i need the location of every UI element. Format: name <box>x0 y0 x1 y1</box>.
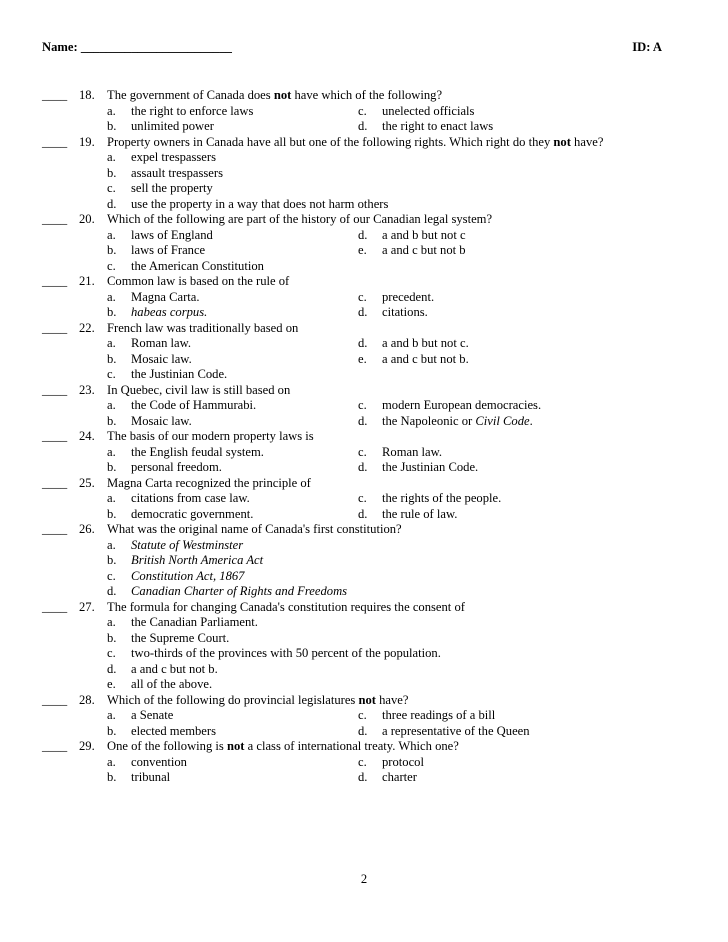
question-20 <box>42 212 682 274</box>
option-letter: d. <box>358 770 368 784</box>
option-letter: b. <box>107 165 117 180</box>
option-letter: d. <box>358 305 368 319</box>
question-27 <box>42 600 682 693</box>
text-segment: Property owners in Canada have all but one of the following rights. Which right do they <box>107 134 554 149</box>
text-segment: convention <box>131 754 187 769</box>
text-segment: protocol <box>382 754 424 769</box>
question-stem <box>107 274 289 290</box>
option-row <box>42 615 682 631</box>
option-letter: c. <box>107 568 116 583</box>
option-letter: a. <box>107 491 116 505</box>
option-row <box>42 445 682 461</box>
text-segment: The formula for changing Canada's constitution requires the consent of <box>107 599 465 614</box>
text-segment: a Senate <box>131 708 174 722</box>
option-letter: d. <box>358 119 368 133</box>
option-text <box>382 398 541 414</box>
text-segment: the Canadian Parliament. <box>131 615 258 629</box>
text-segment: Statute of Westminster <box>131 537 244 552</box>
option-letter: b. <box>107 723 117 738</box>
option-text <box>131 414 192 430</box>
option-letter: c. <box>358 398 367 412</box>
answer-blank[interactable]: ____ <box>42 274 68 288</box>
option-letter: c. <box>107 367 116 381</box>
option-letter: c. <box>107 646 116 660</box>
question-number: 24. <box>79 429 95 443</box>
option-text <box>131 615 258 631</box>
text-segment: the rule of law. <box>382 506 458 521</box>
text-segment: expel trespassers <box>131 150 216 164</box>
option-letter: c. <box>358 708 367 722</box>
text-segment: Roman law. <box>131 336 192 350</box>
option-row <box>42 414 682 430</box>
option-letter: a. <box>107 150 116 164</box>
answer-blank[interactable]: ____ <box>42 429 68 443</box>
text-segment: a and c but not b. <box>131 661 218 676</box>
option-text <box>382 104 474 120</box>
text-segment: the Supreme Court. <box>131 630 230 645</box>
option-letter: a. <box>107 103 116 118</box>
option-row <box>42 538 682 554</box>
option-row <box>42 755 682 771</box>
text-segment: the Justinian Code. <box>131 367 228 381</box>
option-row <box>42 491 682 507</box>
option-text <box>382 460 478 476</box>
text-segment: sell the property <box>131 181 213 195</box>
text-segment: the right to enforce laws <box>131 103 254 118</box>
text-segment: Magna Carta. <box>131 289 200 304</box>
question-stem <box>107 88 442 104</box>
option-row <box>42 770 682 786</box>
question-number: 26. <box>79 522 95 536</box>
option-letter: c. <box>358 491 367 505</box>
option-text <box>382 290 434 306</box>
option-row <box>42 646 682 662</box>
option-letter: a. <box>107 289 116 304</box>
option-text <box>131 352 192 368</box>
option-row <box>42 662 682 678</box>
option-letter: b. <box>107 506 117 521</box>
text-segment: the rights of the people. <box>382 491 502 505</box>
option-text <box>131 305 207 321</box>
option-letter: d. <box>107 196 117 211</box>
question-stem-line <box>42 383 682 399</box>
question-stem-line <box>42 693 682 709</box>
option-text <box>382 491 501 507</box>
option-letter: a. <box>107 754 116 769</box>
text-segment: a representative of the Queen <box>382 723 530 738</box>
option-text <box>131 445 264 461</box>
question-number: 22. <box>79 320 95 335</box>
question-stem-line <box>42 88 682 104</box>
question-stem <box>107 476 311 492</box>
answer-blank[interactable]: ____ <box>42 599 68 614</box>
text-segment: Common law is based on the rule of <box>107 274 290 288</box>
question-list <box>42 88 682 786</box>
text-segment: British North America Act <box>131 553 264 567</box>
option-text <box>382 352 469 368</box>
option-text <box>131 243 205 259</box>
option-letter: e. <box>358 243 367 257</box>
question-number: 19. <box>79 134 95 149</box>
text-segment: the English feudal system. <box>131 444 264 459</box>
option-letter: a. <box>107 444 116 459</box>
answer-blank[interactable]: ____ <box>42 212 68 226</box>
question-stem <box>107 212 492 228</box>
option-row <box>42 507 682 523</box>
id-label: ID: A <box>632 40 662 54</box>
question-stem-line <box>42 600 682 616</box>
text-segment: citations. <box>382 305 428 319</box>
text-segment: The basis of our modern property laws is <box>107 429 314 443</box>
text-segment: the Justinian Code. <box>382 460 479 474</box>
text-segment: tribunal <box>131 770 171 784</box>
option-letter: d. <box>358 227 368 242</box>
option-text <box>131 336 191 352</box>
text-segment: The government of Canada does <box>107 88 274 102</box>
option-text <box>131 460 222 476</box>
question-21 <box>42 274 682 321</box>
answer-blank[interactable]: ____ <box>42 475 68 490</box>
option-text <box>382 507 457 523</box>
question-19 <box>42 135 682 213</box>
page-number: 2 <box>360 872 368 886</box>
option-letter: d. <box>107 661 117 676</box>
text-segment: Which of the following do provincial legislatures <box>107 692 359 707</box>
option-letter: b. <box>107 243 117 257</box>
text-segment: the Code of Hammurabi. <box>131 398 257 412</box>
text-segment: One of the following is <box>107 739 227 753</box>
question-stem-line <box>42 522 682 538</box>
text-segment: a and b but not c. <box>382 336 469 350</box>
option-letter: b. <box>107 460 117 474</box>
question-stem <box>107 383 290 399</box>
option-text <box>131 507 253 523</box>
question-stem <box>107 693 408 709</box>
text-segment: not <box>226 739 245 753</box>
text-segment: Mosaic law. <box>131 413 192 428</box>
text-segment: Canadian Charter of Rights and Freedoms <box>131 584 348 598</box>
question-stem-line <box>42 321 682 337</box>
text-segment: the Napoleonic or <box>382 413 476 428</box>
option-text <box>131 631 229 647</box>
text-segment: Roman law. <box>382 444 443 459</box>
question-29 <box>42 739 682 786</box>
option-letter: e. <box>358 351 367 366</box>
option-letter: b. <box>107 553 117 567</box>
text-segment: unelected officials <box>382 103 475 118</box>
option-text <box>131 553 263 569</box>
text-segment: three readings of a bill <box>382 708 496 722</box>
option-text <box>131 724 216 740</box>
option-text <box>131 228 213 244</box>
option-letter: a. <box>107 615 116 629</box>
text-segment: have which of the following? <box>291 88 443 102</box>
option-row <box>42 336 682 352</box>
answer-blank[interactable]: ____ <box>42 134 68 149</box>
option-text <box>131 259 264 275</box>
text-segment: laws of England <box>131 227 213 242</box>
option-row <box>42 708 682 724</box>
text-segment: laws of France <box>131 243 206 257</box>
answer-blank[interactable]: ____ <box>42 522 68 536</box>
answer-blank[interactable]: ____ <box>42 320 68 335</box>
option-letter: c. <box>358 103 367 118</box>
text-segment: . <box>529 413 533 428</box>
text-segment: What was the original name of Canada's first constitution? <box>107 522 402 536</box>
answer-blank[interactable]: ____ <box>42 382 68 397</box>
question-stem-line <box>42 429 682 445</box>
text-segment: not <box>358 692 376 707</box>
question-number: 25. <box>79 475 95 490</box>
option-text <box>131 755 187 771</box>
option-letter: e. <box>107 677 116 691</box>
option-text <box>131 770 170 786</box>
question-24 <box>42 429 682 476</box>
option-row <box>42 197 682 213</box>
text-segment: habeas corpus. <box>131 305 208 319</box>
answer-blank[interactable]: ____ <box>42 739 68 753</box>
option-letter: d. <box>358 460 368 474</box>
text-segment: democratic government. <box>131 506 254 521</box>
text-segment: In Quebec, civil law is still based on <box>107 382 291 397</box>
option-text <box>131 662 218 678</box>
option-row <box>42 677 682 693</box>
question-22 <box>42 321 682 383</box>
option-letter: c. <box>107 258 116 273</box>
option-letter: d. <box>107 584 117 598</box>
option-letter: a. <box>107 537 116 552</box>
option-row <box>42 228 682 244</box>
text-segment: a class of international treaty. Which one? <box>244 739 459 753</box>
option-row <box>42 569 682 585</box>
question-18 <box>42 88 682 135</box>
option-text <box>382 414 533 430</box>
option-letter: c. <box>358 754 367 769</box>
question-number: 27. <box>79 599 95 614</box>
option-text <box>382 243 466 259</box>
option-text <box>382 708 495 724</box>
question-number: 29. <box>79 739 95 753</box>
option-row <box>42 150 682 166</box>
option-text <box>131 491 250 507</box>
option-letter: c. <box>358 444 367 459</box>
question-number: 20. <box>79 212 95 226</box>
option-text <box>131 677 212 693</box>
option-row <box>42 305 682 321</box>
option-text <box>382 119 493 135</box>
question-23 <box>42 383 682 430</box>
text-segment: not <box>553 134 571 149</box>
question-stem <box>107 321 298 337</box>
text-segment: modern European democracies. <box>382 398 542 412</box>
option-text <box>131 181 213 197</box>
text-segment: a and b but not c <box>382 227 466 242</box>
question-stem-line <box>42 135 682 151</box>
answer-blank[interactable]: ____ <box>42 692 68 707</box>
option-text <box>382 770 417 786</box>
option-row <box>42 104 682 120</box>
text-segment: personal freedom. <box>131 460 222 474</box>
option-letter: b. <box>107 305 117 319</box>
option-letter: c. <box>107 181 116 195</box>
question-stem <box>107 600 465 616</box>
question-stem <box>107 429 314 445</box>
option-row <box>42 352 682 368</box>
text-segment: all of the above. <box>131 677 213 691</box>
text-segment: precedent. <box>382 289 435 304</box>
text-segment: use the property in a way that does not harm others <box>131 196 389 211</box>
option-text <box>131 584 347 600</box>
text-segment: the right to enact laws <box>382 119 494 133</box>
option-text <box>382 445 442 461</box>
option-letter: b. <box>107 413 117 428</box>
text-segment: citations from case law. <box>131 491 250 505</box>
option-letter: d. <box>358 723 368 738</box>
page-header <box>42 40 662 58</box>
option-letter: a. <box>107 398 116 412</box>
option-text <box>131 708 173 724</box>
option-text <box>131 197 388 213</box>
option-text <box>131 104 253 120</box>
option-letter: b. <box>107 119 117 133</box>
question-stem-line <box>42 274 682 290</box>
question-stem-line <box>42 476 682 492</box>
text-segment: the American Constitution <box>131 258 264 273</box>
question-26 <box>42 522 682 600</box>
question-stem-line <box>42 739 682 755</box>
option-text <box>131 398 256 414</box>
question-number: 28. <box>79 692 95 707</box>
question-number: 21. <box>79 274 95 288</box>
option-text <box>131 150 216 166</box>
question-stem <box>107 135 603 151</box>
text-segment: Magna Carta recognized the principle of <box>107 475 311 490</box>
option-text <box>131 646 441 662</box>
option-text <box>382 336 469 352</box>
option-row <box>42 553 682 569</box>
option-text <box>382 305 428 321</box>
option-row <box>42 243 682 259</box>
option-text <box>382 755 424 771</box>
text-segment: have? <box>375 692 409 707</box>
option-text <box>382 228 466 244</box>
text-segment: Mosaic law. <box>131 351 192 366</box>
option-row <box>42 584 682 600</box>
question-number: 18. <box>79 88 95 102</box>
text-segment: assault trespassers <box>131 165 223 180</box>
option-row <box>42 460 682 476</box>
option-letter: b. <box>107 770 117 784</box>
option-text <box>382 724 530 740</box>
text-segment: elected members <box>131 723 216 738</box>
option-text <box>131 119 214 135</box>
option-row <box>42 290 682 306</box>
option-row <box>42 259 682 275</box>
question-stem-line <box>42 212 682 228</box>
option-row <box>42 119 682 135</box>
option-row <box>42 367 682 383</box>
answer-blank[interactable]: ____ <box>42 88 68 102</box>
option-row <box>42 181 682 197</box>
question-stem <box>107 739 459 755</box>
text-segment: charter <box>382 770 417 784</box>
text-segment: Civil Code <box>475 413 530 428</box>
option-letter: b. <box>107 630 117 645</box>
text-segment: unlimited power <box>131 119 214 133</box>
option-row <box>42 631 682 647</box>
option-text <box>131 538 243 554</box>
question-25 <box>42 476 682 523</box>
text-segment: not <box>273 88 292 102</box>
option-letter: a. <box>107 227 116 242</box>
text-segment: a and c but not b <box>382 243 466 257</box>
text-segment: a and c but not b. <box>382 351 469 366</box>
option-text <box>131 166 223 182</box>
name-label: Name: ________________________ <box>42 40 232 54</box>
text-segment: have? <box>570 134 604 149</box>
question-number: 23. <box>79 382 95 397</box>
option-letter: b. <box>107 351 117 366</box>
option-letter: d. <box>358 413 368 428</box>
option-letter: d. <box>358 506 368 521</box>
option-text <box>131 290 200 306</box>
text-segment: two-thirds of the provinces with 50 percent of the population. <box>131 646 441 660</box>
option-letter: a. <box>107 708 116 722</box>
option-text <box>131 367 227 383</box>
option-letter: c. <box>358 289 367 304</box>
option-letter: a. <box>107 336 116 350</box>
option-row <box>42 166 682 182</box>
question-stem <box>107 522 402 538</box>
option-row <box>42 724 682 740</box>
question-28 <box>42 693 682 740</box>
text-segment: Which of the following are part of the history of our Canadian legal system? <box>107 212 493 226</box>
text-segment: Constitution Act, 1867 <box>131 568 245 583</box>
option-letter: d. <box>358 336 368 350</box>
text-segment: French law was traditionally based on <box>107 320 299 335</box>
option-row <box>42 398 682 414</box>
option-text <box>131 569 244 585</box>
